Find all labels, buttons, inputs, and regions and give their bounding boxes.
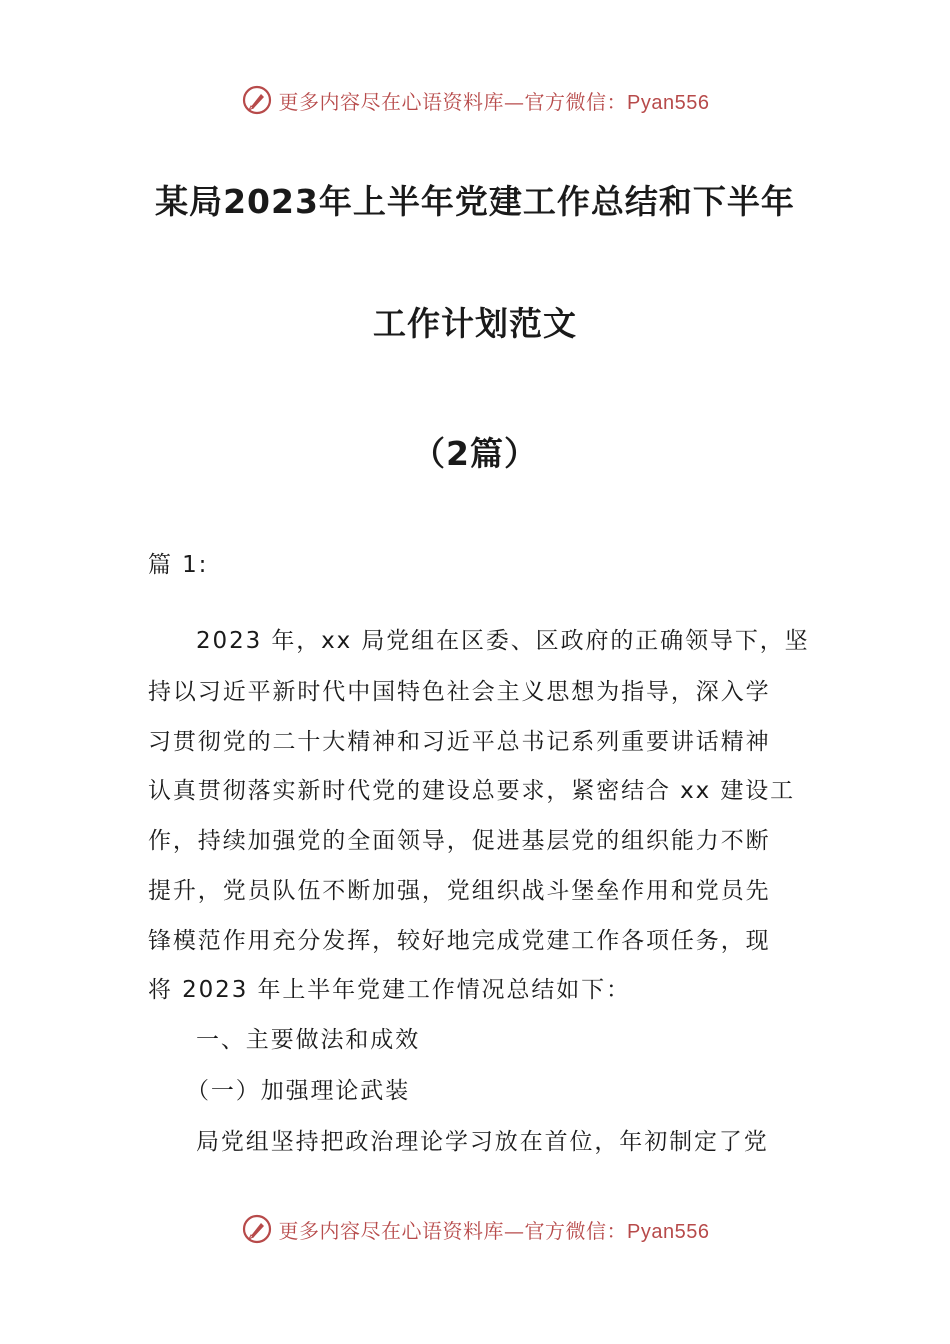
- section-label: 篇 1:: [148, 552, 209, 578]
- watermark-text: 更多内容尽在心语资料库—官方微信：Pyan556: [278, 89, 710, 114]
- paragraph-line: 2023 年，xx 局党组在区委、区政府的正确领导下，坚: [196, 628, 810, 654]
- paragraph-line: 作，持续加强党的全面领导，促进基层党的组织能力不断: [148, 828, 771, 854]
- watermark-text: 更多内容尽在心语资料库—官方微信：Pyan556: [278, 1218, 710, 1243]
- paragraph-line: 习贯彻党的二十大精神和习近平总书记系列重要讲话精神: [148, 729, 771, 755]
- watermark-wechat-id: Pyan556: [627, 91, 710, 114]
- section-heading: 一、主要做法和成效: [196, 1027, 421, 1053]
- watermark-header: [0, 84, 950, 116]
- paragraph-line: 认真贯彻落实新时代党的建设总要求，紧密结合 xx 建设工: [148, 778, 796, 804]
- paragraph-line: 持以习近平新时代中国特色社会主义思想为指导，深入学: [148, 679, 771, 705]
- paragraph-line: 提升，党员队伍不断加强，党组织战斗堡垒作用和党员先: [148, 878, 771, 904]
- subsection-heading: （一）加强理论武装: [186, 1078, 411, 1104]
- pen-nib-logo-icon: [241, 84, 273, 116]
- paragraph-line: 局党组坚持把政治理论学习放在首位，年初制定了党: [196, 1129, 769, 1155]
- document-title-line2: 工作计划范文: [373, 304, 577, 343]
- paragraph-line: 将 2023 年上半年党建工作情况总结如下：: [148, 977, 631, 1003]
- pen-nib-logo-icon: [241, 1213, 273, 1245]
- paragraph-line: 锋模范作用充分发挥，较好地完成党建工作各项任务，现: [148, 928, 771, 954]
- document-title-count: （2篇）: [412, 434, 538, 473]
- watermark-wechat-id: Pyan556: [627, 1220, 710, 1243]
- document-title-line1: 某局2023年上半年党建工作总结和下半年: [155, 182, 795, 221]
- watermark-footer: [0, 1213, 950, 1245]
